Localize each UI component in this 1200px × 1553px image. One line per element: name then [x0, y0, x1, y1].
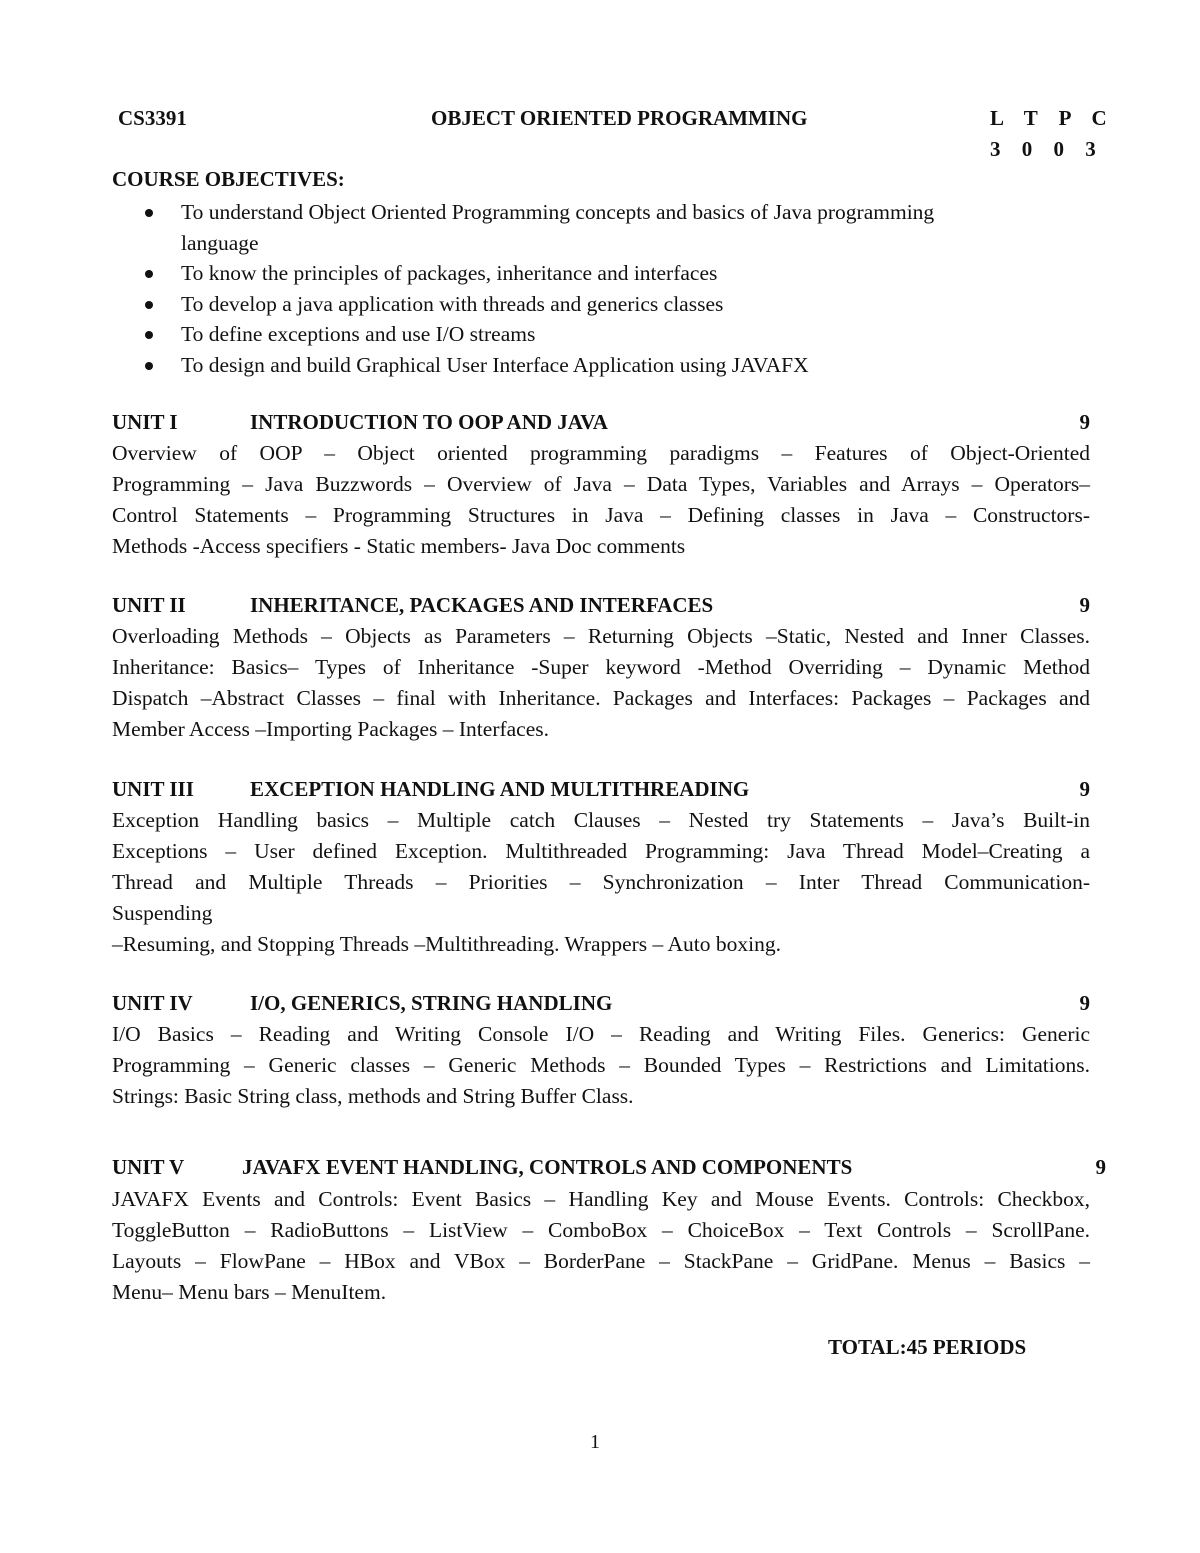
unit-text-line: Overview of OOP – Object oriented programming paradigms – Features of Object-Oriented	[112, 441, 1090, 465]
course-code: CS3391	[118, 106, 187, 130]
unit-text-line: Programming – Generic classes – Generic Methods – Bounded Types – Restrictions and Limitations.	[112, 1053, 1090, 1077]
objectives-heading: COURSE OBJECTIVES:	[112, 167, 345, 191]
unit-text-line: Menu– Menu bars – MenuItem.	[112, 1280, 387, 1304]
unit-label: UNIT I	[112, 410, 178, 434]
unit-text-line: Overloading Methods – Objects as Parameters – Returning Objects –Static, Nested and Inner Classes.	[112, 624, 1090, 648]
unit-1-body	[112, 438, 1090, 562]
objective-text: To know the principles of packages, inheritance and interfaces	[181, 261, 718, 285]
bullet-icon	[145, 301, 153, 309]
unit-title: EXCEPTION HANDLING AND MULTITHREADING	[250, 777, 750, 801]
unit-title: INTRODUCTION TO OOP AND JAVA	[250, 410, 608, 434]
unit-text-line: Strings: Basic String class, methods and String Buffer Class.	[112, 1084, 634, 1108]
page-number: 1	[590, 1431, 600, 1453]
unit-text-line: Methods -Access specifiers - Static members- Java Doc comments	[112, 534, 686, 558]
bullet-icon	[145, 270, 153, 278]
course-title: OBJECT ORIENTED PROGRAMMING	[431, 106, 808, 130]
unit-text-line: ToggleButton – RadioButtons – ListView – ComboBox – ChoiceBox – Text Controls – ScrollPane.	[112, 1218, 1090, 1242]
unit-hours: 9	[1095, 1155, 1106, 1179]
unit-text-line: Member Access –Importing Packages – Interfaces.	[112, 717, 550, 741]
unit-text-line: Thread and Multiple Threads – Priorities – Synchronization – Inter Thread Communication-	[112, 870, 1090, 894]
bullet-icon	[145, 362, 153, 370]
objective-text: To define exceptions and use I/O streams	[181, 322, 536, 346]
objective-text: To develop a java application with threads and generics classes	[181, 291, 724, 316]
unit-hours: 9	[1079, 593, 1090, 617]
unit-4-body	[112, 1019, 1090, 1112]
unit-text-line: Exception Handling basics – Multiple catch Clauses – Nested try Statements – Java’s Built-in	[112, 808, 1090, 832]
objective-item	[150, 258, 1050, 289]
bullet-icon	[145, 209, 153, 217]
unit-text-line: I/O Basics – Reading and Writing Console I/O – Reading and Writing Files. Generics: Generic	[112, 1022, 1090, 1046]
ltpc-labels: L T P C	[990, 106, 1115, 130]
unit-label: UNIT IV	[112, 991, 193, 1015]
unit-text-line: Inheritance: Basics– Types of Inheritance -Super keyword -Method Overriding – Dynamic Method	[112, 655, 1090, 679]
unit-2-body	[112, 621, 1090, 745]
ltpc-values: 3 0 0 3	[990, 137, 1104, 161]
unit-title: I/O, GENERICS, STRING HANDLING	[250, 991, 613, 1015]
objective-item	[150, 350, 1050, 381]
unit-text-line: Programming – Java Buzzwords – Overview of Java – Data Types, Variables and Arrays – Operators–	[112, 472, 1090, 496]
objective-item	[150, 319, 1050, 350]
unit-text-line: Exceptions – User defined Exception. Multithreaded Programming: Java Thread Model–Creating a	[112, 839, 1090, 863]
bullet-icon	[145, 331, 153, 339]
objective-text-cont: language	[181, 230, 259, 255]
objective-item	[150, 289, 1050, 320]
unit-3-body	[112, 805, 1090, 960]
unit-text-line: Dispatch –Abstract Classes – final with Inheritance. Packages and Interfaces: Packages – Packages and	[112, 686, 1090, 710]
objective-text: To understand Object Oriented Programming concepts and basics of Java programming	[181, 200, 935, 224]
unit-5-body	[112, 1184, 1090, 1308]
unit-hours: 9	[1079, 410, 1090, 434]
unit-text-line: Control Statements – Programming Structures in Java – Defining classes in Java – Constructors-	[112, 503, 1090, 527]
objective-item	[150, 197, 1050, 258]
unit-label: UNIT II	[112, 593, 186, 617]
objective-text: To design and build Graphical User Interface Application using JAVAFX	[181, 352, 809, 377]
unit-text-line: JAVAFX Events and Controls: Event Basics – Handling Key and Mouse Events. Controls: Checkbox,	[112, 1187, 1090, 1211]
unit-title: JAVAFX EVENT HANDLING, CONTROLS AND COMPONENTS	[242, 1155, 853, 1179]
total-periods: TOTAL:45 PERIODS	[828, 1335, 1027, 1359]
unit-hours: 9	[1079, 991, 1090, 1015]
unit-text-line: –Resuming, and Stopping Threads –Multithreading. Wrappers – Auto boxing.	[112, 932, 781, 956]
objectives-list	[150, 197, 1050, 380]
unit-label: UNIT III	[112, 777, 194, 801]
unit-text-line: Suspending	[112, 901, 213, 925]
unit-label: UNIT V	[112, 1155, 185, 1179]
unit-text-line: Layouts – FlowPane – HBox and VBox – BorderPane – StackPane – GridPane. Menus – Basics –	[112, 1249, 1090, 1273]
unit-hours: 9	[1079, 777, 1090, 801]
unit-title: INHERITANCE, PACKAGES AND INTERFACES	[250, 593, 714, 617]
